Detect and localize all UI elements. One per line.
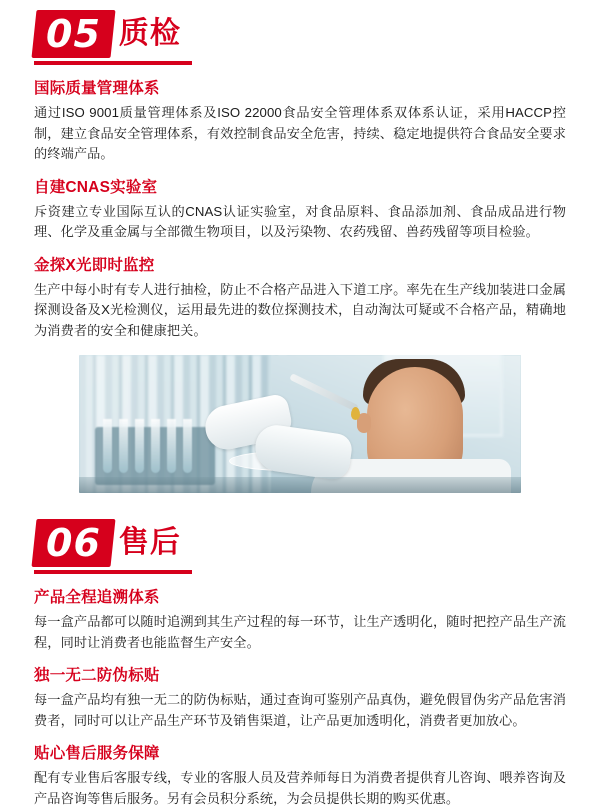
photo-test-tube bbox=[103, 419, 112, 473]
photo-test-tube bbox=[167, 419, 176, 473]
section-title-text: 售后 bbox=[118, 525, 181, 560]
photo-test-tube bbox=[119, 419, 128, 473]
content-block bbox=[34, 78, 566, 165]
photo-bench bbox=[79, 477, 521, 493]
block-body: 配有专业售后客服专线，专业的客服人员及营养师每日为消费者提供育儿咨询、喂养咨询及产品咨询等售后服务。另有会员积分系统，为会员提供长期的购买优惠。 bbox=[34, 770, 566, 806]
block-heading: 产品全程追溯体系 bbox=[34, 589, 160, 606]
section-number-badge bbox=[31, 10, 115, 58]
content-block bbox=[34, 665, 566, 731]
section-heading-05 bbox=[34, 10, 566, 64]
section-underline bbox=[34, 570, 192, 574]
content-block bbox=[34, 255, 566, 342]
section-number-text: 05 bbox=[46, 12, 101, 56]
block-heading: 独一无二防伪标贴 bbox=[34, 667, 160, 684]
content-block bbox=[34, 177, 566, 243]
content-block bbox=[34, 587, 566, 653]
block-body: 每一盒产品都可以随时追溯到其生产过程的每一环节，让生产透明化，随时把控产品生产流程，同时让消费者也能监督生产安全。 bbox=[34, 614, 566, 650]
photo-test-tube bbox=[183, 419, 192, 473]
content-block bbox=[34, 743, 566, 809]
block-body: 斥资建立专业国际互认的CNAS认证实验室，对食品原料、食品添加剂、食品成品进行物理、化学及重金属与全部微生物项目，以及污染物、农药残留、兽药残留等项目检验。 bbox=[34, 203, 566, 239]
section-badge-05 bbox=[34, 10, 181, 58]
section-number-text: 06 bbox=[46, 521, 101, 565]
block-body: 生产中每小时有专人进行抽检，防止不合格产品进入下道工序。率先在生产线加装进口金属探测设备及X光检测仪，运用最先进的数位探测技术，自动淘汰可疑或不合格产品，精确地为消费者的安全和健康把关。 bbox=[34, 281, 566, 338]
block-body: 通过ISO 9001质量管理体系及ISO 22000食品安全管理体系双体系认证，采用HACCP控制，建立食品安全管理体系，有效控制食品安全危害，持续、稳定地提供符合食品安全要求的终端产品。 bbox=[34, 105, 566, 161]
block-heading: 国际质量管理体系 bbox=[34, 80, 160, 97]
block-heading: 金探X光即时监控 bbox=[34, 256, 155, 274]
section-underline bbox=[34, 61, 192, 65]
photo-liquid-drop bbox=[351, 407, 360, 420]
photo-test-tube bbox=[135, 419, 144, 473]
section-badge-06 bbox=[34, 519, 181, 567]
block-heading: 自建CNAS实验室 bbox=[34, 178, 158, 196]
block-heading: 贴心售后服务保障 bbox=[34, 745, 160, 762]
lab-technician-pipetting-photo bbox=[79, 355, 521, 493]
section-heading-06 bbox=[34, 519, 566, 573]
block-body: 每一盒产品均有独一无二的防伪标贴，通过查询可鉴别产品真伪，避免假冒伪劣产品危害消费者，同时可以让产品生产环节及销售渠道，让产品更加透明化，消费者更加放心。 bbox=[34, 692, 566, 728]
photo-test-tube bbox=[151, 419, 160, 473]
section-title-text: 质检 bbox=[118, 16, 181, 51]
document-page bbox=[0, 10, 600, 806]
section-number-badge bbox=[31, 519, 115, 567]
